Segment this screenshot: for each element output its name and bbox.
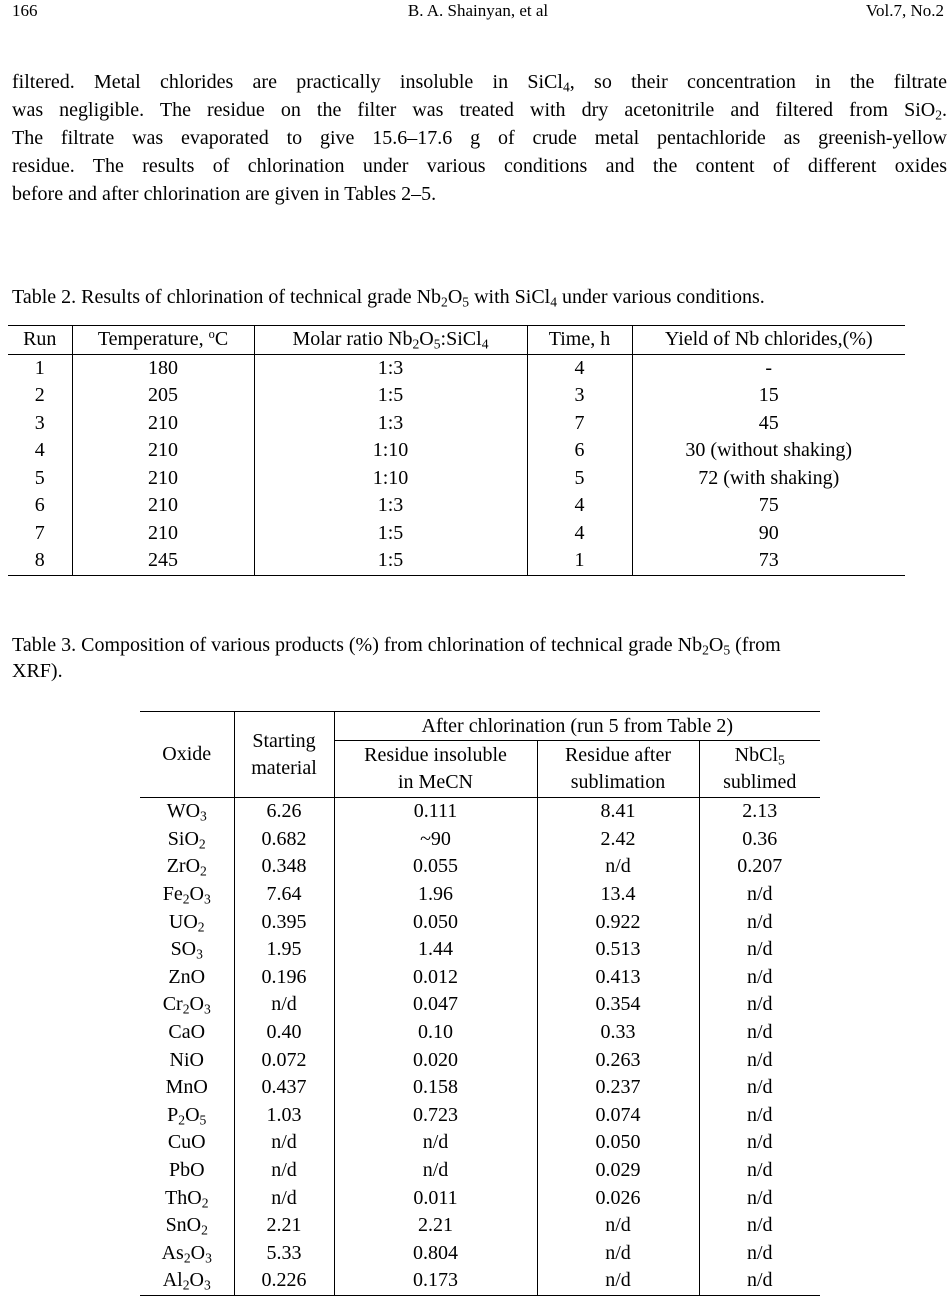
table-row	[140, 1019, 820, 1047]
table-cell: 1:3	[254, 492, 527, 520]
table-row	[140, 1102, 820, 1130]
table-row	[8, 547, 905, 575]
table-cell: 7	[527, 410, 632, 438]
table-cell: n/d	[234, 1184, 334, 1212]
table-cell: $Al_2O_3$	[140, 1267, 234, 1295]
paragraph-line: before and after chlorination are given in Tables 2–5.	[12, 183, 437, 205]
table-cell: n/d	[699, 1240, 820, 1268]
table3-header-group: After chlorination (run 5 from Table 2)	[334, 712, 820, 741]
table-cell: 0.207	[699, 853, 820, 881]
table3-subheader-cell: NbCl$_5$ sublimed	[699, 741, 820, 798]
table-cell: 5.33	[234, 1240, 334, 1268]
table-cell: 210	[72, 492, 254, 520]
table-cell: 1:10	[254, 437, 527, 465]
table-cell: 0.050	[537, 1129, 699, 1157]
table-cell: CaO	[168, 1021, 206, 1044]
table-cell: 1:3	[254, 410, 527, 438]
table-cell: 7	[34, 521, 45, 544]
table-cell: n/d	[699, 1074, 820, 1102]
paragraph-line: filtered. Metal chlorides are practically insoluble in SiCl$_4$, so their concentration in the filtrate	[12, 71, 947, 95]
table-cell: 0.055	[334, 853, 537, 881]
table-cell: -	[632, 354, 905, 382]
table-cell: n/d	[699, 1019, 820, 1047]
body-paragraph	[12, 68, 947, 208]
table-cell: $As_2O_3$	[161, 1241, 212, 1266]
table-cell: 0.226	[234, 1267, 334, 1295]
table-cell: CuO	[167, 1131, 206, 1154]
table-cell: 4	[527, 492, 632, 520]
table-cell: 0.40	[234, 1019, 334, 1047]
table-cell: n/d	[699, 908, 820, 936]
table-cell: 13.4	[537, 881, 699, 909]
table-cell: 0.237	[537, 1074, 699, 1102]
table-cell: 0.33	[537, 1019, 699, 1047]
table-cell: $P_2O_5$	[167, 1103, 207, 1128]
table-row	[8, 382, 905, 410]
table-cell: n/d	[537, 1212, 699, 1240]
table-cell: n/d	[699, 881, 820, 909]
table-cell: 0.922	[537, 908, 699, 936]
table-cell: n/d	[699, 1102, 820, 1130]
table-cell: 0.050	[334, 908, 537, 936]
table-cell: n/d	[234, 1157, 334, 1185]
table-cell: NiO	[169, 1048, 204, 1071]
table-cell: 4	[34, 439, 45, 462]
table-cell: 30 (without shaking)	[632, 437, 905, 465]
table3-header-oxide: Oxide	[140, 712, 234, 798]
table-cell: 0.026	[537, 1184, 699, 1212]
table-cell: 45	[632, 410, 905, 438]
table-cell: 210	[72, 437, 254, 465]
table-cell: 3	[34, 411, 45, 434]
table-cell: 0.36	[699, 826, 820, 854]
paragraph-line: was negligible. The residue on the filter was treated with dry acetonitrile and filtered from SiO$_2$.	[12, 99, 947, 123]
table-cell: MnO	[165, 1076, 208, 1099]
table-row	[8, 410, 905, 438]
table-cell: n/d	[699, 1267, 820, 1295]
table-cell: 1.03	[234, 1102, 334, 1130]
table-cell: 0.682	[234, 826, 334, 854]
table-cell: ZnO	[168, 965, 206, 988]
table-row	[140, 798, 820, 826]
table-cell: $UO_2$	[168, 910, 205, 935]
table-cell: n/d	[334, 1129, 537, 1157]
table-cell: 0.10	[334, 1019, 537, 1047]
table-cell: 1:5	[254, 382, 527, 410]
table-cell: 0.029	[537, 1157, 699, 1185]
table3-body	[140, 798, 820, 1296]
page-number: 166	[12, 1, 38, 20]
table-cell: 2.21	[334, 1212, 537, 1240]
table-row	[140, 991, 820, 1019]
table-cell: 5	[34, 466, 45, 489]
table-cell: 0.047	[334, 991, 537, 1019]
table-cell: ZrO$_2$	[166, 855, 207, 879]
table2-header-cell: Molar ratio $Nb_2O_5:SiCl_4$	[254, 326, 527, 355]
table-cell: 1.95	[234, 936, 334, 964]
table2-header-cell: Temperature, $^o$C	[72, 326, 254, 355]
table3-subheader-cell: Residue after sublimation	[537, 741, 699, 798]
table-row	[140, 1074, 820, 1102]
table-cell: 0.437	[234, 1074, 334, 1102]
table-cell: 0.158	[334, 1074, 537, 1102]
table-row	[140, 1157, 820, 1185]
table3-subheader-cell: Residue insoluble in MeCN	[334, 741, 537, 798]
table-cell: 8	[8, 547, 72, 575]
table-row	[140, 881, 820, 909]
table-cell: 75	[632, 492, 905, 520]
table-cell: 0.413	[537, 964, 699, 992]
table-cell: 72 (with shaking)	[632, 465, 905, 493]
table-cell: n/d	[699, 1157, 820, 1185]
table-cell: 3	[527, 382, 632, 410]
table-cell: PbO	[168, 1159, 205, 1182]
table-row	[140, 936, 820, 964]
table-cell: 7.64	[234, 881, 334, 909]
table-cell: 0.173	[334, 1267, 537, 1295]
table-cell: n/d	[234, 991, 334, 1019]
table2-caption: Table 2. Results of chlorination of technical grade $Nb_2O_5$ with SiCl$_4$ under various conditions.	[12, 286, 765, 310]
table-cell: SnO$_2$	[165, 1214, 208, 1238]
table-cell: $SO_3$	[170, 938, 203, 962]
table-cell: n/d	[699, 991, 820, 1019]
table-row	[140, 826, 820, 854]
page-header	[12, 0, 944, 24]
table-cell: 2.42	[537, 826, 699, 854]
table-cell: SiO$_2$	[167, 827, 206, 852]
table-cell: 15	[632, 382, 905, 410]
table-cell: 8.41	[537, 798, 699, 826]
table-cell: 0.513	[537, 936, 699, 964]
table-cell: 0.074	[537, 1102, 699, 1130]
table2-header-cell: Yield of Nb chlorides,(%)	[632, 326, 905, 355]
table-cell: 2	[34, 384, 45, 407]
table-cell: 90	[632, 520, 905, 548]
table-row	[8, 520, 905, 548]
table-row	[140, 1184, 820, 1212]
table3-header-row	[140, 712, 820, 741]
table-row	[8, 492, 905, 520]
table-cell: n/d	[699, 936, 820, 964]
table-cell: 0.012	[334, 964, 537, 992]
table-cell: 6.26	[234, 798, 334, 826]
table-cell: 1:5	[254, 547, 527, 575]
running-authors: B. A. Shainyan, et al	[407, 1, 549, 20]
table-cell: 1.96	[334, 881, 537, 909]
table-cell: 180	[72, 354, 254, 382]
table-cell: 210	[72, 410, 254, 438]
table-cell: n/d	[699, 964, 820, 992]
table-cell: 0.196	[234, 964, 334, 992]
table-cell: $WO_3$	[166, 800, 207, 824]
table-cell: n/d	[537, 853, 699, 881]
table-row	[8, 465, 905, 493]
table-cell: 1.44	[334, 936, 537, 964]
table2	[8, 325, 905, 576]
table-cell: 0.723	[334, 1102, 537, 1130]
table3-caption	[12, 632, 781, 684]
table-row	[8, 354, 905, 382]
table-row	[140, 853, 820, 881]
paragraph-line: residue. The results of chlorination under various conditions and the content of different oxides	[12, 155, 947, 177]
table3-caption-line: Table 3. Composition of various products (%) from chlorination of technical grade $Nb_2O_5$ (from	[12, 634, 781, 658]
table-cell: ThO$_2$	[165, 1186, 209, 1210]
table-row	[140, 908, 820, 936]
table-cell: 73	[632, 547, 905, 575]
table-cell: 1:10	[254, 465, 527, 493]
table-cell: 2.21	[234, 1212, 334, 1240]
table-cell: 205	[72, 382, 254, 410]
table-cell: 0.804	[334, 1240, 537, 1268]
table-cell: 6	[527, 437, 632, 465]
table-row	[140, 1212, 820, 1240]
table-cell: 0.072	[234, 1046, 334, 1074]
table-cell: n/d	[699, 1184, 820, 1212]
table-cell: 6	[34, 494, 45, 517]
table-cell: 1:5	[254, 520, 527, 548]
table2-header-row	[8, 326, 905, 355]
table-row	[140, 1240, 820, 1268]
table-cell: $Fe_2O_3$	[162, 883, 211, 907]
table-row	[140, 1267, 820, 1295]
table-cell: 0.263	[537, 1046, 699, 1074]
table2-header-cell: Run	[8, 326, 72, 355]
table-row	[8, 437, 905, 465]
table-row	[140, 964, 820, 992]
table-cell: 0.348	[234, 853, 334, 881]
table-cell: 0.111	[334, 798, 537, 826]
table-cell: ~90	[334, 826, 537, 854]
table-cell: 2.13	[699, 798, 820, 826]
table-cell: n/d	[537, 1240, 699, 1268]
table-row	[140, 1129, 820, 1157]
table-cell: 1	[527, 547, 632, 575]
table3-caption-line: XRF).	[12, 660, 63, 682]
table-cell: 4	[527, 354, 632, 382]
table-cell: n/d	[699, 1129, 820, 1157]
paragraph-line: The filtrate was evaporated to give 15.6–17.6 g of crude metal pentachloride as greenish-yellow	[12, 127, 947, 149]
table3	[140, 711, 820, 1296]
table-cell: n/d	[699, 1046, 820, 1074]
table2-header-cell: Time, h	[527, 326, 632, 355]
table-cell: 245	[72, 547, 254, 575]
table-cell: n/d	[537, 1267, 699, 1295]
table2-body	[8, 354, 905, 575]
table-cell: 0.395	[234, 908, 334, 936]
table-cell: n/d	[234, 1129, 334, 1157]
journal-volume: Vol.7, No.2	[865, 1, 944, 20]
table-cell: 210	[72, 465, 254, 493]
table-cell: 1:3	[254, 354, 527, 382]
table-cell: $Cr_2O_3$	[162, 993, 211, 1017]
table-cell: 1	[34, 356, 45, 379]
table-cell: n/d	[334, 1157, 537, 1185]
table-row	[140, 1046, 820, 1074]
table-cell: 0.011	[334, 1184, 537, 1212]
table-cell: 5	[527, 465, 632, 493]
table-cell: 0.354	[537, 991, 699, 1019]
table-cell: 4	[527, 520, 632, 548]
table3-header-starting: Starting material	[234, 712, 334, 798]
table-cell: 210	[72, 520, 254, 548]
table-cell: n/d	[699, 1212, 820, 1240]
table-cell: 0.020	[334, 1046, 537, 1074]
